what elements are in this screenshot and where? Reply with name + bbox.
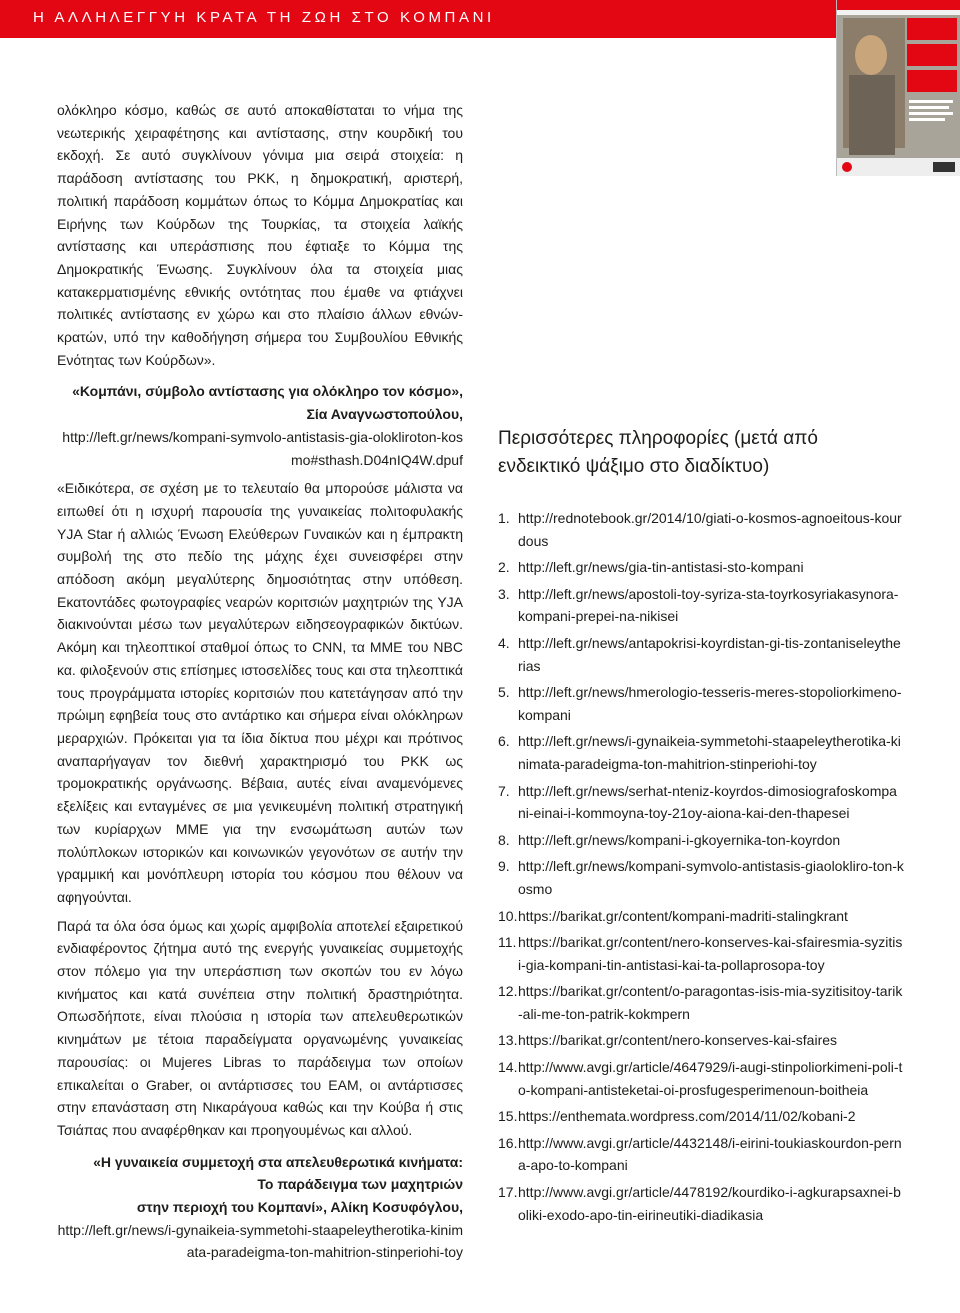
link-list-item bbox=[498, 829, 904, 852]
link-url[interactable]: https://enthemata.wordpress.com/2014/11/02/kobani-2 bbox=[518, 1108, 856, 1125]
link-list-item bbox=[498, 780, 904, 825]
link-url[interactable]: http://left.gr/news/kompani-i-gkoyernika-ton-koyrdon bbox=[518, 831, 841, 848]
body-paragraph: Παρά τα όλα όσα όμως και χωρίς αμφιβολία αποτελεί εξαιρετικού ενδιαφέροντος ζήτημα αυτό της ενεργής γυναικείας συμμετοχής στον πόλεμο για την υπεράσπιση των σκοπών του εν λόγω κινήματος και κατά συνέπεια στην πολιτική δραστηριότητα. Οπωσδήποτε, είναι πλούσια η ιστορία των απελευθερωτικών κινημάτων με τέτοια παραδείγματα οργανωμένης γυναικείας παρουσίας: οι Mujeres Libras το παράδειγμα των οποίων επικαλείται ο Graber, οι αντάρτισσες του ΕΑΜ, οι αντάρτισσες στην επανάσταση στη Νικαράγουα καθώς και την Κούβα ή στις Τσιάπας που αναφέρθηκαν και προηγουμένως και αλλού. bbox=[57, 917, 463, 1138]
link-list-item bbox=[498, 730, 904, 775]
link-list bbox=[498, 507, 904, 1226]
link-number: 16. bbox=[498, 1134, 518, 1151]
link-number: 10. bbox=[498, 907, 518, 924]
link-number: 14. bbox=[498, 1059, 518, 1076]
link-url[interactable]: http://rednotebook.gr/2014/10/giati-o-kosmos-agnoeitous-kourdous bbox=[518, 510, 902, 549]
more-info-column bbox=[498, 425, 904, 1230]
page-header-title: Η ΑΛΛΗΛΕΓΓΥΗ ΚΡΑΤΑ ΤΗ ΖΩΗ ΣΤΟ ΚΟΜΠΑΝΙ bbox=[33, 9, 495, 26]
source-reference bbox=[57, 1151, 463, 1265]
link-list-item bbox=[498, 1105, 904, 1128]
source-title: Το παράδειγμα των μαχητριών bbox=[257, 1176, 463, 1193]
link-number: 3. bbox=[498, 585, 510, 602]
link-number: 1. bbox=[498, 510, 510, 526]
link-list-item bbox=[498, 980, 904, 1025]
header-band bbox=[0, 0, 960, 38]
body-paragraph: ολόκληρο κόσμο, καθώς σε αυτό αποκαθίσταται το νήμα της νεωτερικής χειραφέτησης και αντίστασης, στην κουρδική του εκδοχή. Σε αυτό συγκλίνουν γόνιμα μια σειρά στοιχεία: η παράδοση αντίστασης του ΡΚΚ, η δημοκρατική, αριστερή, πολιτική παράδοση κομμάτων όπως το Κόμμα Δημοκρατίας και Ειρήνης των Κούρδων της Τουρκίας, τα στοιχεία λαϊκής αντίστασης και υπεράσπισης που έφτιαξε το Κόμμα της Δημοκρατικής Ένωσης. Συγκλίνουν όλα τα στοιχεία μιας κατακερματισμένης εθνικής οντότητας που έμαθε να φτιάχνει πολιτικές αντίστασης εν χώρω και στο πλαίσιο άλλων εθνών-κρατών, υπό την καθοδήγηση σήμερα του Συμβουλίου Εθνικής Ενότητας των Κούρδων». bbox=[57, 102, 463, 368]
link-number: 15. bbox=[498, 1108, 518, 1125]
link-url[interactable]: http://left.gr/news/kompani-symvolo-antistasis-giaoloklirо-ton-kosmo bbox=[518, 858, 904, 897]
body-paragraph: «Ειδικότερα, σε σχέση με το τελευταίο θα μπορούσε μάλιστα να ειπωθεί ότι η ισχυρή παρουσία της γυναικείας πολιτοφυλακής YJA Star ή αλλιώς Ένωση Ελεύθερων Γυναικών και η έμπρακτη συμβολή της στο πεδίο της μάχης έχει συνεισφέρει στην απόδοση ακόμη μεγαλύτερης δημοσιότητας στην υπόθεση. Εκατοντάδες φωτογραφίες νεαρών κοριτσιών μαχητριών της YJA διακινούνται μέσω των μεγαλύτερων ειδησεογραφικών δικτύων. Ακόμη και τηλεοπτικοί σταθμοί όπως το CNN, τα ΜΜΕ του NBC κα. φιλοξενούν στις επίσημες ιστοσελίδες τους και στα τηλεοπτικά τους προγράμματα ιστορίες κοριτσιών που κατετάγησαν από την πρώιμη εφηβεία τους στο αντάρτικο και σήμερα είναι ολόκληρων μεραρχιών. Πρόκειται για τα ίδια δίκτυα που μέχρι και πρότινος αναπαρήγαγαν τον διεθνή χαρακτηρισμό του ΡΚΚ ως τρομοκρατικής οργάνωσης. Βέβαια, αυτές είναι αναμενόμενες εξελίξεις και ενταγμένες σε μια γενικευμένη πολιτική στρατηγική των κυρίαρχων ΜΜΕ για την ενσωμάτωση αυτών των πολύπλοκων ιστορικών και κοινωνικών γεγονότων σε αυτήν την γραμμική και μονόπλευρη ιστορία του κόσμου που θέλουν να αφηγούνται. bbox=[57, 480, 463, 905]
link-list-item bbox=[498, 632, 904, 677]
link-url[interactable]: http://www.avgi.gr/article/4647929/i-augi-stinpoliorkimeni-poli-to-kompani-antisteketai-oi-prosfugesperimenoun-boitheia bbox=[518, 1059, 903, 1098]
more-info-heading: Περισσότερες πληροφορίες (μετά από ενδεικτικό ψάξιμο στο διαδίκτυο) bbox=[498, 428, 818, 477]
cover-illustration bbox=[837, 0, 960, 176]
link-url[interactable]: https://barikat.gr/content/o-paragontas-isis-mia-syzitisitoy-tarik-ali-me-ton-patrik-kokmpern bbox=[518, 983, 903, 1022]
link-list-item bbox=[498, 905, 904, 928]
link-number: 4. bbox=[498, 634, 510, 651]
link-number: 13. bbox=[498, 1032, 518, 1049]
link-list-item bbox=[498, 507, 904, 552]
article-left-column bbox=[57, 99, 463, 1264]
link-list-item bbox=[498, 681, 904, 726]
link-number: 9. bbox=[498, 858, 510, 875]
link-number: 17. bbox=[498, 1184, 518, 1201]
link-url[interactable]: http://www.avgi.gr/article/4432148/i-eirini-toukiaskourdon-perna-apo-to-kompani bbox=[518, 1134, 902, 1174]
link-url[interactable]: https://barikat.gr/content/nero-konserves-kai-sfairesmia-syzitisi-gia-kompani-tin-antistasi-kai-ta-pollaprosopa-toy bbox=[518, 934, 903, 973]
link-number: 11. bbox=[498, 934, 517, 951]
source-url[interactable]: http://left.gr/news/i-gynaikeia-symmetohi-staapeleytherotika-kinimata-paradeigma-ton-mahitrion-stinperiohi-toy bbox=[57, 1221, 463, 1261]
link-list-item bbox=[498, 556, 904, 579]
link-number: 2. bbox=[498, 559, 510, 576]
link-number: 7. bbox=[498, 782, 510, 799]
link-url[interactable]: http://left.gr/news/serhat-nteniz-koyrdos-dimosiografoskompani-einai-i-kommoyna-toy-21oy-aiona-kai-den-thapesei bbox=[518, 782, 897, 822]
link-url[interactable]: http://left.gr/news/hmerologio-tesseris-meres-stopoliorkimeno-kompani bbox=[518, 684, 902, 723]
link-list-item bbox=[498, 1056, 904, 1101]
link-list-item bbox=[498, 931, 904, 976]
source-title: «Η γυναικεία συμμετοχή στα απελευθερωτικά κινήματα: bbox=[93, 1153, 463, 1170]
link-list-item bbox=[498, 1132, 904, 1177]
link-url[interactable]: http://left.gr/news/i-gynaikeia-symmetohi-staapeleytherotika-kinimata-paradeigma-ton-mahitrion-stinperiohi-toy bbox=[518, 733, 901, 772]
link-url[interactable]: http://www.avgi.gr/article/4478192/kourdiko-i-agkurapsaxnei-boliki-exodo-apo-tin-eirineutiki-diadikasia bbox=[518, 1184, 901, 1223]
link-url[interactable]: http://left.gr/news/gia-tin-antistasi-sto-kompani bbox=[518, 559, 804, 576]
source-reference bbox=[57, 380, 463, 471]
link-list-item bbox=[498, 855, 904, 900]
link-number: 8. bbox=[498, 831, 510, 848]
source-title: στην περιοχή του Κομπανί», Αλίκη Κοσυφόγλου, bbox=[136, 1199, 463, 1216]
link-url[interactable]: http://left.gr/news/antapokrisi-koyrdistan-gi-tis-zontaniseleytherias bbox=[518, 634, 901, 674]
link-number: 12. bbox=[498, 983, 518, 1000]
link-list-item bbox=[498, 1181, 904, 1226]
source-url[interactable]: http://left.gr/news/kompani-symvolo-antistasis-gia-oloklirоton-kosmo#sthash.D04nIQ4W.dpuf bbox=[62, 428, 463, 468]
link-list-item bbox=[498, 1029, 904, 1052]
source-title: «Κομπάνι, σύμβολο αντίστασης για ολόκληρο τον κόσμο», Σία Αναγνωστοπούλου, bbox=[72, 383, 463, 423]
link-url[interactable]: https://barikat.gr/content/nero-konserves-kai-sfaires bbox=[518, 1032, 838, 1049]
link-number: 6. bbox=[498, 733, 510, 750]
link-url[interactable]: http://left.gr/news/apostoli-toy-syriza-sta-toyrkosyriakasynora-kompani-prepei-na-nikisei bbox=[518, 585, 899, 625]
link-url[interactable]: https://barikat.gr/content/kompani-madriti-stalingkrant bbox=[518, 907, 848, 924]
magazine-cover-image bbox=[836, 0, 960, 176]
link-list-item bbox=[498, 583, 904, 628]
link-number: 5. bbox=[498, 684, 510, 701]
